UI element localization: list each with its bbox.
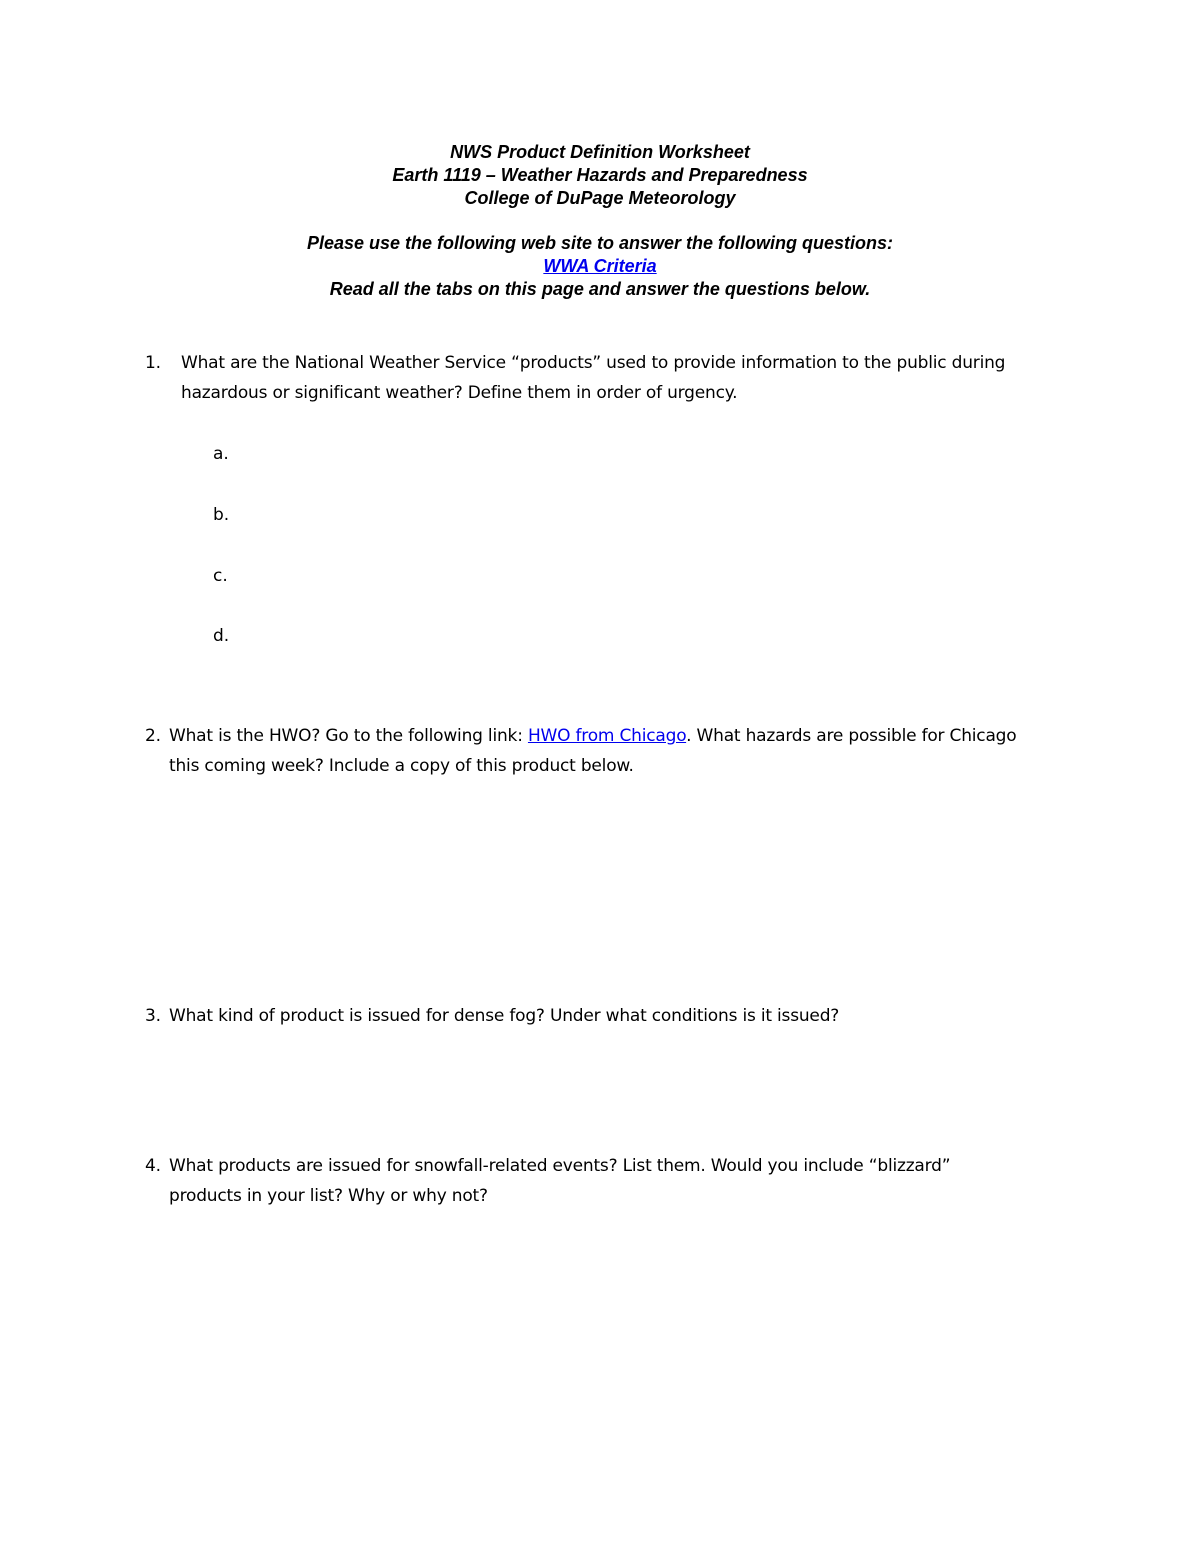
- question-text: What is the HWO? Go to the following link: HWO from Chicago. What hazards are possible for Chicago: [169, 726, 1017, 746]
- course-name: Earth 1119 – Weather Hazards and Preparedness: [392, 165, 808, 185]
- question-text: What products are issued for snowfall-related events? List them. Would you include “blizzard”: [169, 1156, 951, 1176]
- question-number: 2.: [145, 726, 161, 746]
- instruction-text-2: Read all the tabs on this page and answer the questions below.: [329, 279, 871, 299]
- answer-item-a: a.: [213, 444, 229, 464]
- question-1: [145, 348, 1005, 408]
- answer-item-b: b.: [213, 505, 230, 525]
- department-name: College of DuPage Meteorology: [464, 188, 736, 208]
- question-2: [145, 721, 1016, 781]
- question-number: 1.: [145, 353, 161, 373]
- question-number: 3.: [145, 1006, 161, 1026]
- question-text: What are the National Weather Service “products” used to provide information to the public during: [181, 353, 1006, 373]
- question-number: 4.: [145, 1156, 161, 1176]
- instructions-block: [0, 232, 1200, 301]
- hwo-chicago-link[interactable]: HWO from Chicago: [527, 726, 687, 746]
- question-text: products in your list? Why or why not?: [169, 1186, 488, 1206]
- worksheet-title: NWS Product Definition Worksheet: [450, 142, 750, 162]
- question-text: this coming week? Include a copy of this product below.: [169, 756, 634, 776]
- question-4: [145, 1151, 950, 1211]
- answer-item-c: c.: [213, 566, 228, 586]
- question-3: [145, 1001, 839, 1031]
- instruction-text: Please use the following web site to answer the following questions:: [306, 233, 894, 253]
- worksheet-header: [0, 141, 1200, 210]
- question-text: hazardous or significant weather? Define them in order of urgency.: [181, 383, 738, 403]
- answer-item-d: d.: [213, 626, 230, 646]
- wwa-criteria-link[interactable]: WWA Criteria: [543, 256, 657, 276]
- question-text: What kind of product is issued for dense fog? Under what conditions is it issued?: [169, 1006, 840, 1026]
